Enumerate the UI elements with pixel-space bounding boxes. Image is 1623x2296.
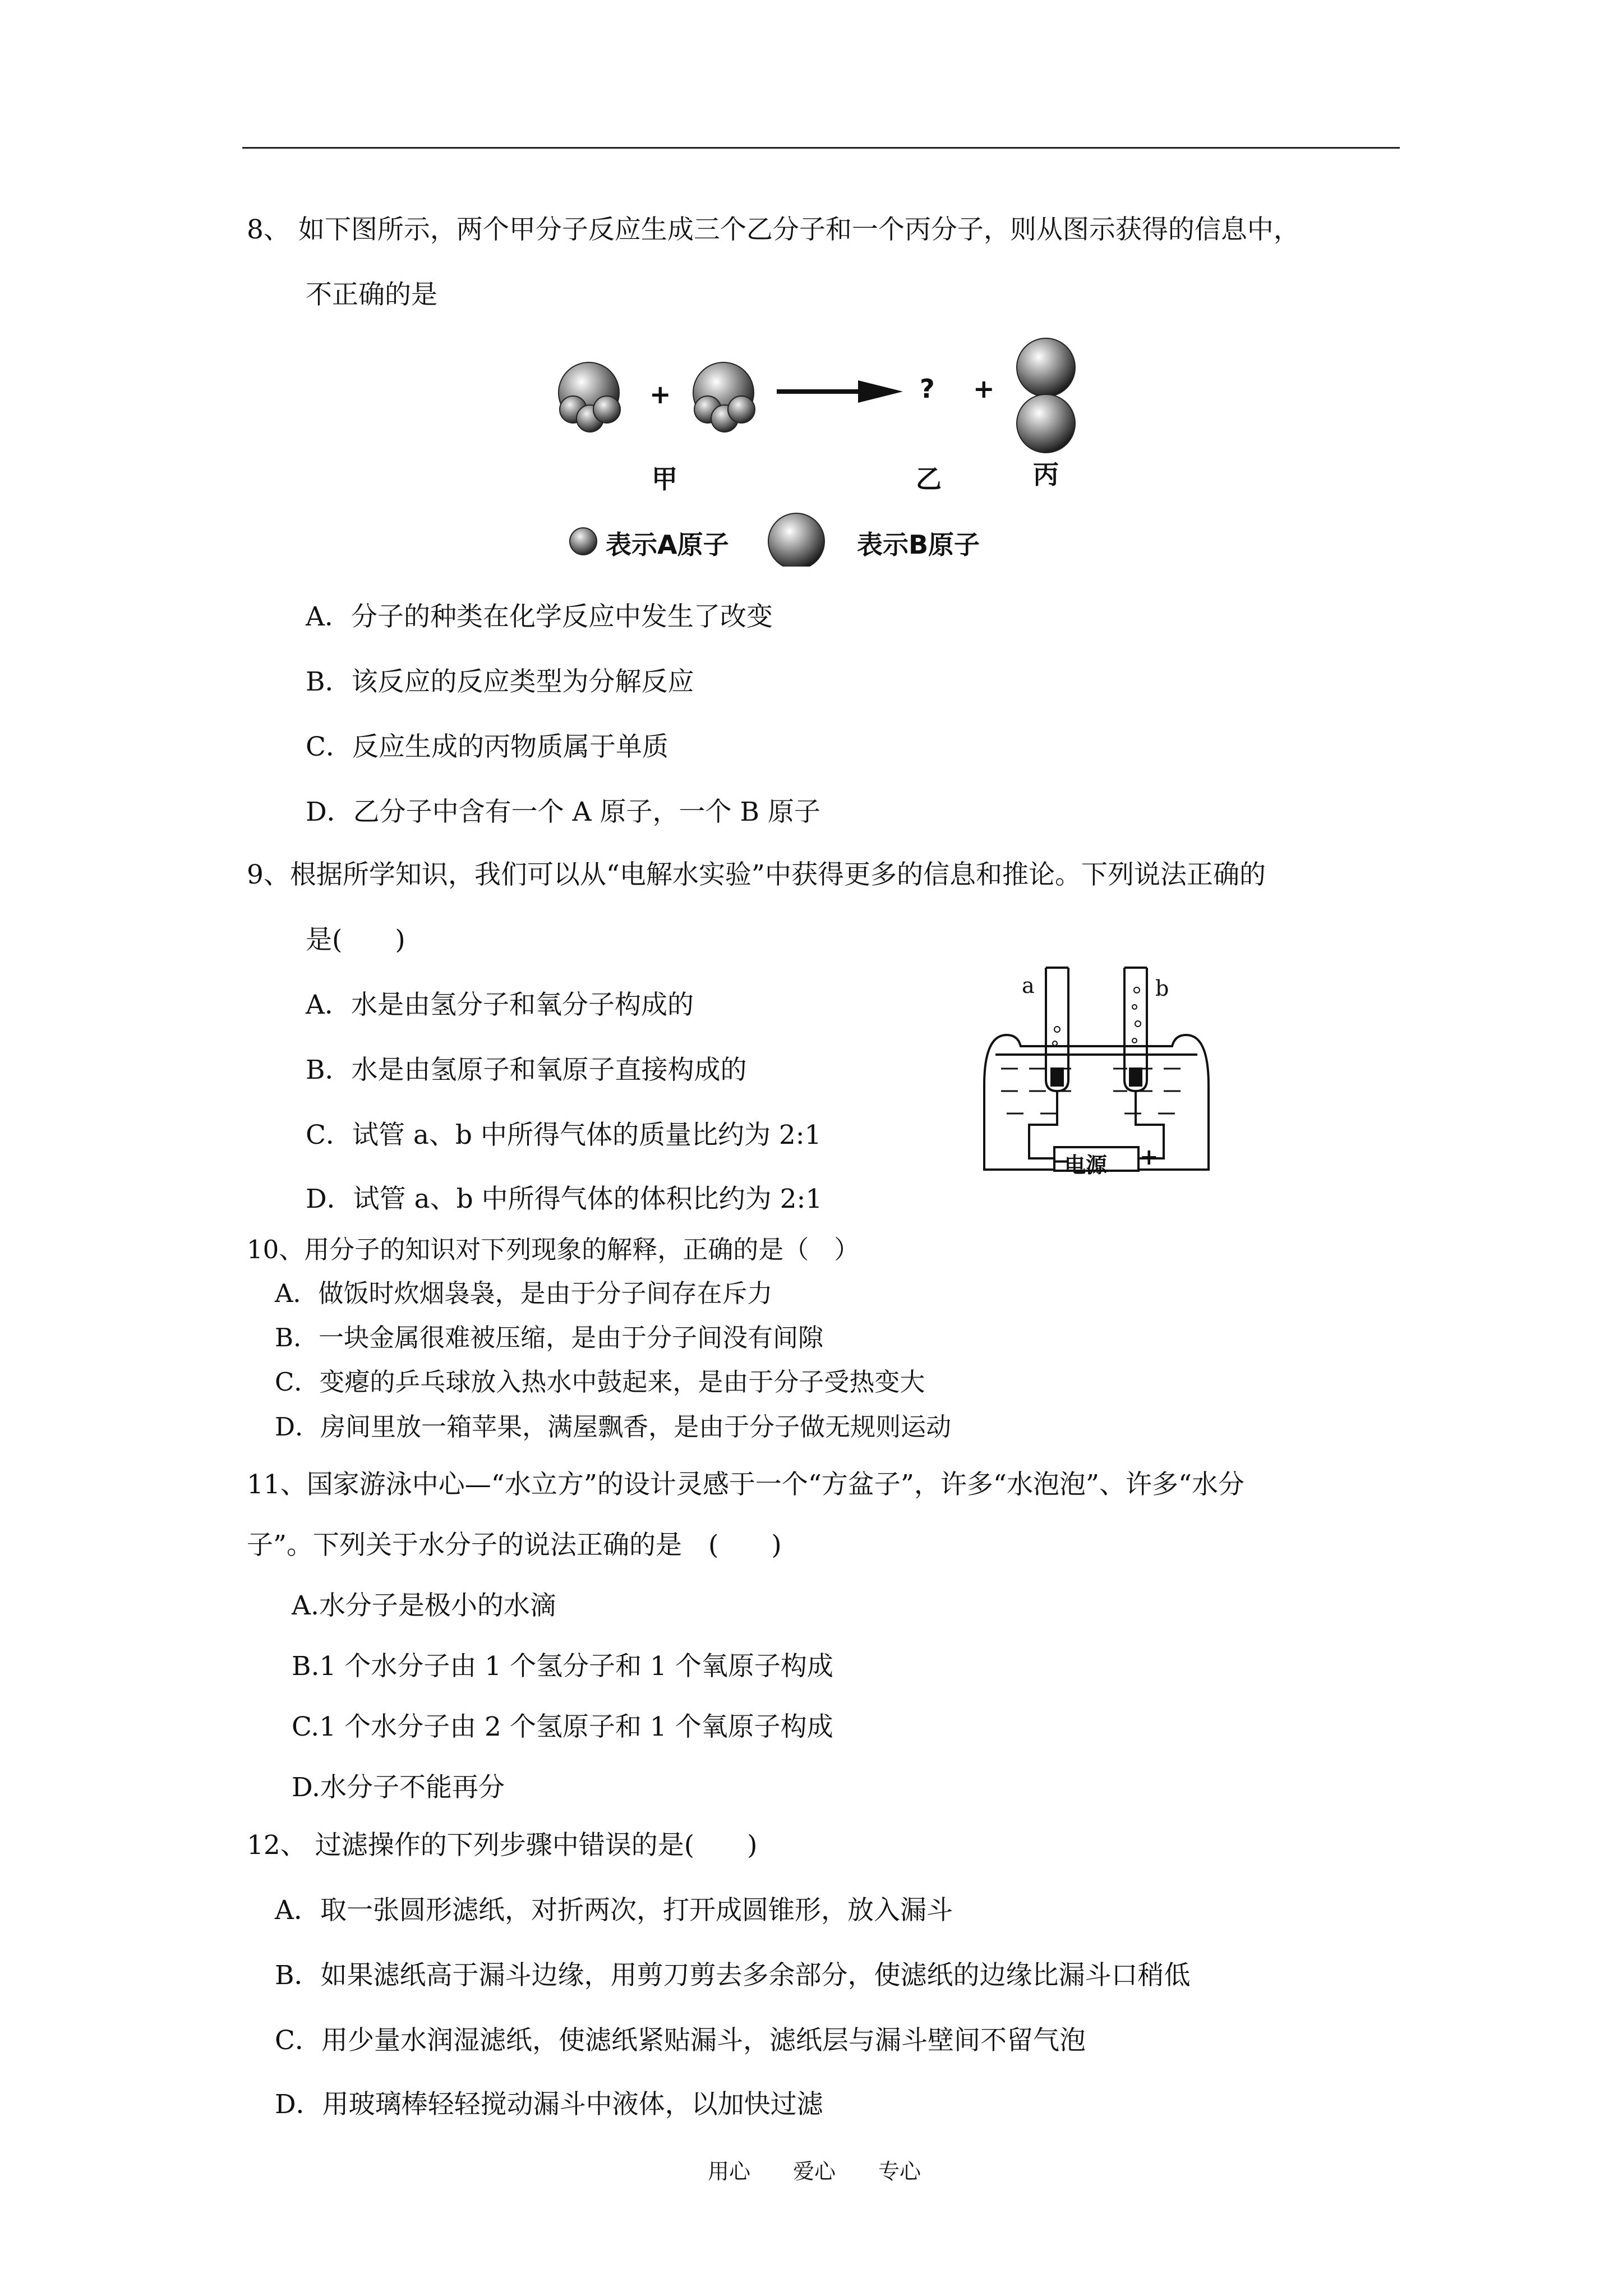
plus-sign-1: + — [649, 379, 671, 409]
legend-a-text: 表示A原子 — [606, 530, 729, 560]
molecule-jia-2 — [693, 362, 755, 432]
q8-option-c: C．反应生成的丙物质属于单质 — [306, 731, 668, 762]
q10-option-b: B．一块金属很难被压缩，是由于分子间没有间隙 — [275, 1323, 824, 1352]
q10-option-a: A．做饭时炊烟袅袅，是由于分子间存在斥力 — [275, 1278, 773, 1308]
q10-option-d: D．房间里放一箱苹果，满屋飘香，是由于分子做无规则运动 — [275, 1412, 952, 1442]
legend-atom-b-icon — [768, 513, 824, 567]
power-minus: − — [1053, 1150, 1070, 1173]
q10-option-c: C．变瘪的乒乓球放入热水中鼓起来，是由于分子受热变大 — [275, 1367, 925, 1397]
reaction-arrow — [777, 380, 903, 403]
q12-option-d: D．用玻璃棒轻轻搅动漏斗中液体，以加快过滤 — [275, 2089, 823, 2120]
q11-option-a: A.水分子是极小的水滴 — [292, 1590, 556, 1621]
molecule-jia-1 — [559, 362, 620, 432]
q10-stem: 10、用分子的知识对下列现象的解释，正确的是（ ） — [247, 1235, 860, 1264]
q8-stem-line1: 8、 如下图所示，两个甲分子反应生成三个乙分子和一个丙分子，则从图示获得的信息中， — [247, 214, 1300, 245]
question-mark: ? — [920, 374, 935, 404]
q12-option-b: B．如果滤纸高于漏斗边缘，用剪刀剪去多余部分，使滤纸的边缘比漏斗口稍低 — [275, 1960, 1191, 1991]
label-yi: 乙 — [916, 464, 942, 494]
q12-option-c: C．用少量水润湿滤纸，使滤纸紧贴漏斗，滤纸层与漏斗壁间不留气泡 — [275, 2025, 1086, 2056]
label-bing: 丙 — [1033, 459, 1059, 490]
q9-option-c: C．试管 a、b 中所得气体的质量比约为 2:1 — [306, 1120, 822, 1151]
legend-atom-a-icon — [570, 528, 597, 555]
q8-option-a: A．分子的种类在化学反应中发生了改变 — [306, 601, 773, 632]
q9-stem-line2: 是( ) — [306, 924, 405, 955]
q12-option-a: A．取一张圆形滤纸，对折两次，打开成圆锥形，放入漏斗 — [275, 1895, 953, 1926]
q11-option-c: C.1 个水分子由 2 个氢原子和 1 个氧原子构成 — [292, 1711, 833, 1742]
q12-stem: 12、 过滤操作的下列步骤中错误的是( ) — [247, 1830, 758, 1861]
power-plus: + — [1140, 1144, 1159, 1170]
q8-option-b: B．该反应的反应类型为分解反应 — [306, 666, 694, 697]
power-source-label: 电源 — [1064, 1153, 1108, 1177]
q9-option-d: D．试管 a、b 中所得气体的体积比约为 2:1 — [306, 1184, 823, 1214]
q8-stem-line2: 不正确的是 — [306, 279, 437, 310]
tube-a-label: a — [1022, 973, 1035, 998]
q11-stem-line1: 11、国家游泳中心—“水立方”的设计灵感于一个“方盆子”，许多“水泡泡”、许多“水分 — [247, 1469, 1244, 1500]
molecule-bing — [1017, 338, 1075, 453]
tube-b-label: b — [1155, 976, 1169, 1001]
q8-option-d: D．乙分子中含有一个 A 原子，一个 B 原子 — [306, 797, 820, 827]
label-jia: 甲 — [652, 464, 677, 494]
plus-sign-2: + — [973, 374, 995, 404]
legend-b-text: 表示B原子 — [857, 530, 980, 560]
q9-option-b: B．水是由氢原子和氧原子直接构成的 — [306, 1055, 747, 1085]
page-footer: 用心 爱心 专心 — [708, 2159, 921, 2184]
q9-stem-line1: 9、根据所学知识，我们可以从“电解水实验”中获得更多的信息和推论。下列说法正确的 — [247, 859, 1266, 890]
q11-option-b: B.1 个水分子由 1 个氢分子和 1 个氧原子构成 — [292, 1651, 833, 1682]
q9-option-a: A．水是由氢分子和氧分子构成的 — [306, 990, 694, 1020]
q11-option-d: D.水分子不能再分 — [292, 1772, 505, 1803]
q11-stem-line2: 子”。下列关于水分子的说法正确的是 ( ) — [247, 1530, 782, 1561]
header-rule — [242, 147, 1400, 149]
